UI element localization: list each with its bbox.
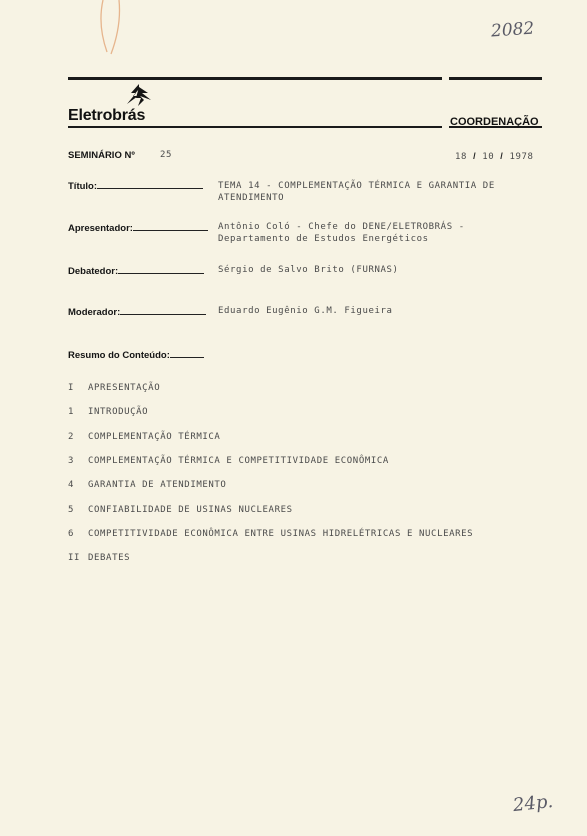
- apresentador-line1: Antônio Coló - Chefe do DENE/ELETROBRÁS -: [218, 222, 465, 232]
- titulo-label: Título:: [68, 180, 203, 192]
- date-month: 10: [482, 152, 495, 162]
- seminar-number: 25: [160, 150, 173, 160]
- apresentador-line2: Departamento de Estudos Energéticos: [218, 234, 429, 244]
- eletrobras-logo-icon: [124, 84, 154, 108]
- debatedor-value: Sérgio de Salvo Brito (FURNAS): [218, 265, 399, 275]
- header-top-rule-right: [449, 77, 542, 80]
- seminar-date: 18 / 10 / 1978: [455, 151, 534, 162]
- contents-item-4: 4 GARANTIA DE ATENDIMENTO: [68, 480, 227, 490]
- moderador-value: Eduardo Eugênio G.M. Figueira: [218, 306, 393, 316]
- contents-item-3: 3 COMPLEMENTAÇÃO TÉRMICA E COMPETITIVIDADE ECONÔMICA: [68, 456, 389, 466]
- resumo-label: Resumo do Conteúdo:: [68, 349, 204, 361]
- header-top-rule-left: [68, 77, 442, 80]
- handwritten-document-number: 2082: [490, 18, 535, 42]
- seminar-label: SEMINÁRIO Nº: [68, 150, 135, 161]
- contents-item-ii: II DEBATES: [68, 553, 131, 563]
- header-bottom-rule-left: [68, 126, 442, 128]
- contents-item-1: 1 INTRODUÇÃO: [68, 407, 149, 417]
- contents-item-5: 5 CONFIABILIDADE DE USINAS NUCLEARES: [68, 505, 293, 515]
- date-day: 18: [455, 152, 468, 162]
- debatedor-label: Debatedor:: [68, 265, 204, 277]
- moderador-label: Moderador:: [68, 306, 206, 318]
- contents-item-2: 2 COMPLEMENTAÇÃO TÉRMICA: [68, 432, 221, 442]
- titulo-line2: ATENDIMENTO: [218, 193, 285, 203]
- apresentador-label: Apresentador:: [68, 222, 208, 234]
- brand-name: Eletrobrás: [68, 107, 146, 124]
- handwritten-page-count: 24p.: [512, 790, 555, 817]
- contents-item-6: 6 COMPETITIVIDADE ECONÔMICA ENTRE USINAS HIDRELÉTRICAS E NUCLEARES: [68, 529, 474, 539]
- coordination-label: COORDENAÇÃO: [450, 116, 539, 128]
- stain-mark: [85, 0, 135, 60]
- date-year: 1978: [509, 152, 534, 162]
- titulo-line1: TEMA 14 - COMPLEMENTAÇÃO TÉRMICA E GARANTIA DE: [218, 181, 495, 191]
- contents-item-i: I APRESENTAÇÃO: [68, 383, 161, 393]
